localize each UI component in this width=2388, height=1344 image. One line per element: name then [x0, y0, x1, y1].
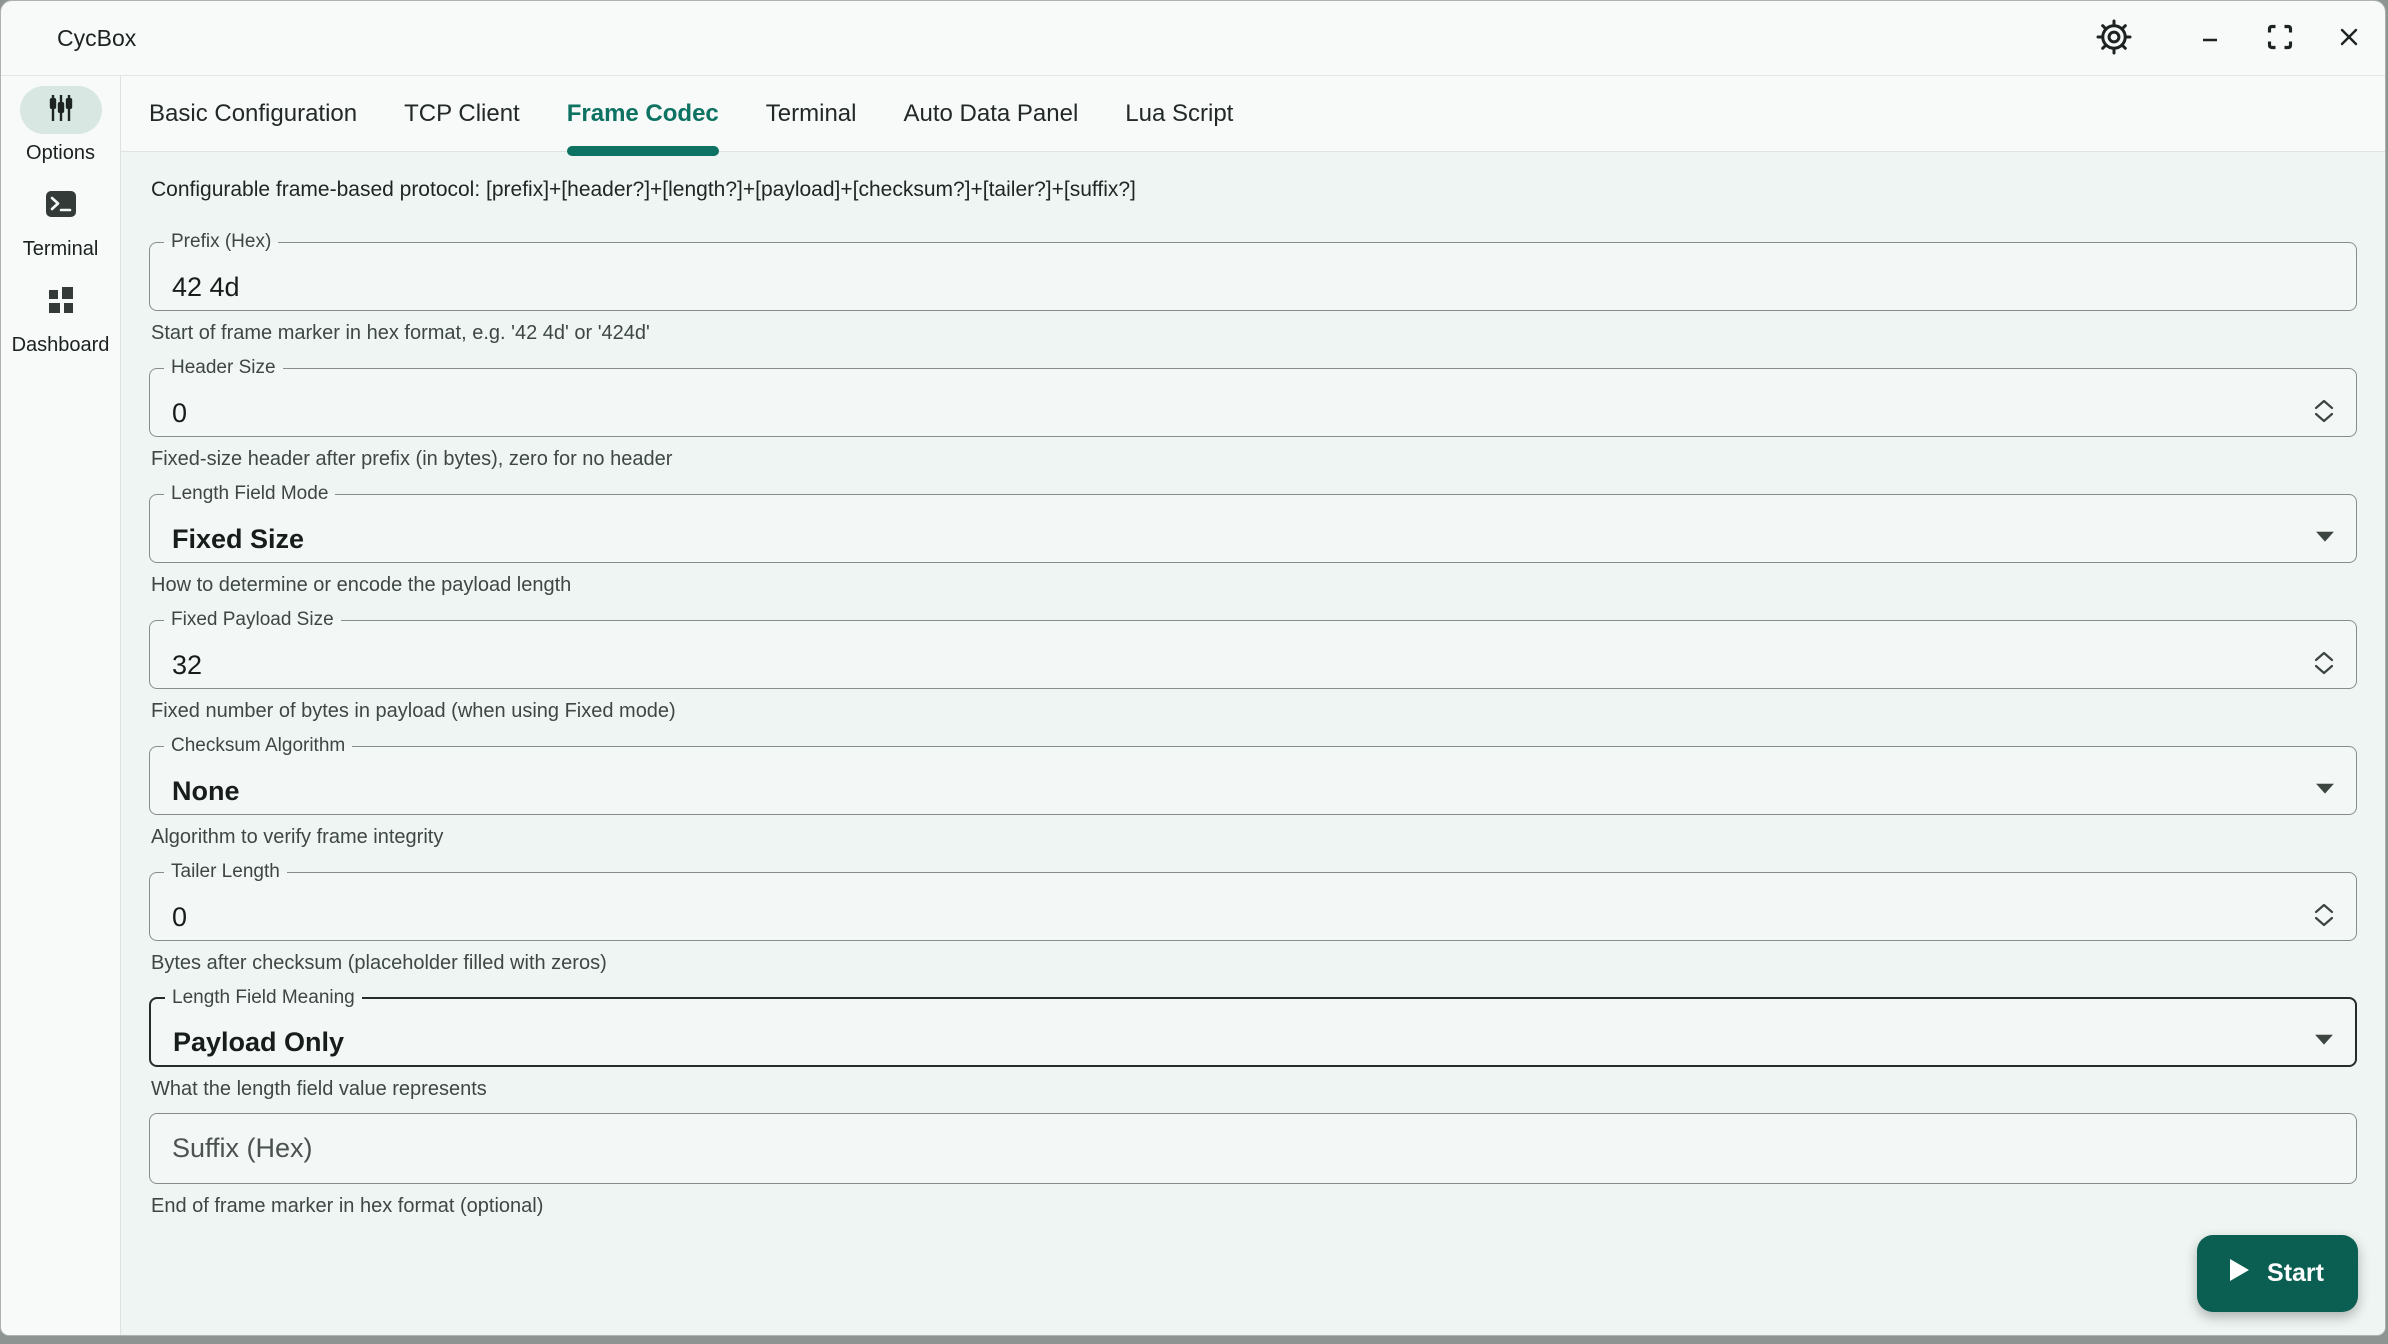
field-label: Header Size	[171, 357, 276, 378]
sidebar	[1, 76, 121, 1335]
field-label: Checksum Algorithm	[171, 735, 346, 756]
frame-codec-panel	[121, 152, 2385, 1335]
field-helper: Fixed-size header after prefix (in bytes), zero for no header	[151, 448, 673, 470]
field-tailer-length	[149, 861, 2357, 975]
tailer-length-field[interactable]	[149, 861, 2357, 941]
header-size-decrement-button[interactable]	[2310, 409, 2338, 427]
minimize-button[interactable]	[2190, 18, 2230, 58]
field-helper: End of frame marker in hex format (optional)	[151, 1195, 544, 1217]
dropdown-arrow-icon	[2315, 1032, 2333, 1050]
tab-bar	[121, 76, 2385, 152]
field-length-field-mode	[149, 483, 2357, 597]
sidebar-item-label: Terminal	[22, 238, 99, 260]
length-field-meaning-select[interactable]	[149, 987, 2357, 1067]
field-suffix-hex	[149, 1113, 2357, 1218]
tab-tcp-client[interactable]: TCP Client	[404, 99, 520, 127]
field-label: Length Field Mode	[171, 483, 329, 504]
app-title: CycBox	[57, 24, 137, 51]
suffix-hex-field[interactable]	[149, 1113, 2357, 1184]
play-icon	[2227, 1257, 2251, 1290]
field-label: Prefix (Hex)	[171, 231, 272, 252]
protocol-description: Configurable frame-based protocol: [prefix]+[header?]+[length?]+[payload]+[checksum?]+[tailer?]+[suffix?]	[151, 178, 1136, 201]
field-prefix-hex	[149, 231, 2357, 345]
field-helper: How to determine or encode the payload length	[151, 574, 572, 596]
checksum-algorithm-value: None	[172, 775, 240, 806]
chevron-down-icon	[2314, 663, 2334, 678]
chevron-down-icon	[2314, 915, 2334, 930]
field-helper: Algorithm to verify frame integrity	[151, 826, 444, 848]
sidebar-item-terminal[interactable]	[20, 182, 102, 260]
field-helper: Bytes after checksum (placeholder filled with zeros)	[151, 952, 607, 974]
field-helper: Start of frame marker in hex format, e.g. '42 4d' or '424d'	[151, 322, 650, 344]
fixed-payload-size-decrement-button[interactable]	[2310, 661, 2338, 679]
gear-icon	[2095, 18, 2133, 59]
fixed-payload-size-field[interactable]	[149, 609, 2357, 689]
length-field-mode-select[interactable]	[149, 483, 2357, 563]
sidebar-item-label: Options	[26, 142, 95, 164]
tab-terminal[interactable]: Terminal	[765, 99, 857, 127]
field-helper: Fixed number of bytes in payload (when using Fixed mode)	[151, 700, 676, 722]
field-label: Length Field Meaning	[172, 987, 355, 1008]
sidebar-item-label: Dashboard	[11, 334, 110, 356]
start-button-label: Start	[2267, 1259, 2324, 1287]
length-field-mode-value: Fixed Size	[172, 523, 305, 554]
field-fixed-payload-size	[149, 609, 2357, 723]
close-button[interactable]	[2329, 18, 2369, 58]
tailer-length-input[interactable]	[172, 894, 2296, 940]
settings-button[interactable]	[2094, 18, 2134, 58]
dropdown-arrow-icon	[2316, 528, 2334, 546]
minimize-icon	[2196, 23, 2224, 54]
checksum-algorithm-select[interactable]	[149, 735, 2357, 815]
titlebar	[1, 1, 2385, 76]
field-length-field-meaning	[149, 987, 2357, 1101]
sidebar-item-dashboard[interactable]	[12, 278, 110, 356]
tab-basic-configuration[interactable]: Basic Configuration	[149, 99, 358, 127]
close-icon	[2335, 23, 2363, 54]
dropdown-arrow-icon	[2316, 780, 2334, 798]
tab-lua-script[interactable]: Lua Script	[1125, 99, 1234, 127]
start-button[interactable]	[2197, 1235, 2358, 1312]
header-size-field[interactable]	[149, 357, 2357, 437]
prefix-hex-field[interactable]	[149, 231, 2357, 311]
terminal-icon	[44, 189, 78, 224]
field-label: Fixed Payload Size	[171, 609, 334, 630]
header-size-input[interactable]	[172, 390, 2296, 436]
chevron-down-icon	[2314, 411, 2334, 426]
suffix-hex-input[interactable]	[172, 1114, 2296, 1183]
maximize-icon	[2265, 22, 2295, 55]
tailer-length-decrement-button[interactable]	[2310, 913, 2338, 931]
fixed-payload-size-input[interactable]	[172, 642, 2296, 688]
field-label: Tailer Length	[171, 861, 280, 882]
dashboard-icon	[45, 284, 77, 321]
maximize-button[interactable]	[2260, 18, 2300, 58]
tab-auto-data-panel[interactable]: Auto Data Panel	[903, 99, 1079, 127]
prefix-hex-input[interactable]	[172, 264, 2296, 310]
tab-frame-codec[interactable]: Frame Codec	[567, 76, 719, 151]
field-helper: What the length field value represents	[151, 1078, 487, 1100]
length-field-meaning-value: Payload Only	[173, 1027, 345, 1057]
sidebar-item-options[interactable]	[20, 86, 102, 164]
field-header-size	[149, 357, 2357, 471]
field-checksum-algorithm	[149, 735, 2357, 849]
sliders-icon	[44, 91, 78, 130]
